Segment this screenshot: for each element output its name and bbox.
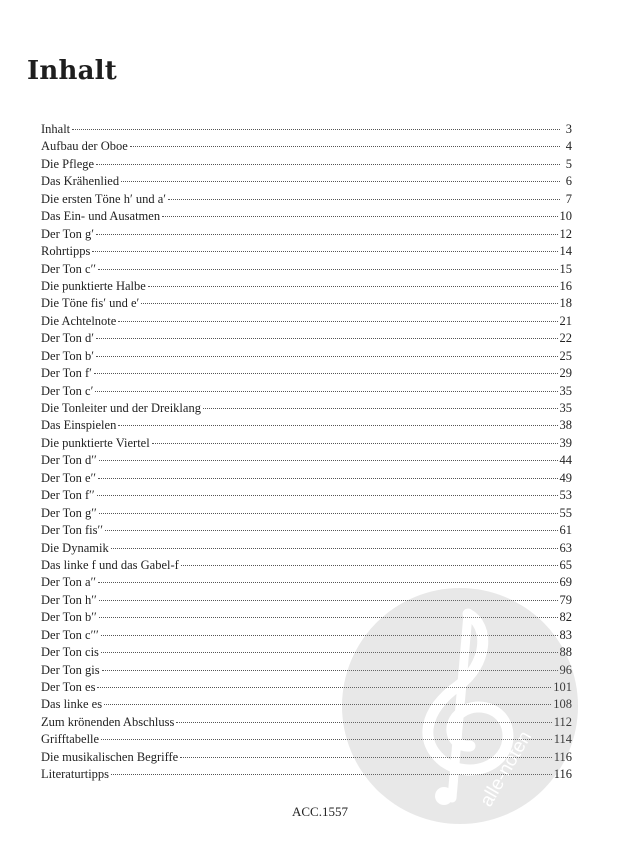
toc-entry-title: Die musikalischen Begriffe bbox=[41, 749, 179, 764]
toc-entry-title: Der Ton d′ bbox=[41, 331, 95, 346]
toc-entry-page: 35 bbox=[559, 383, 572, 398]
toc-dot-leader bbox=[98, 269, 557, 270]
toc-entry bbox=[41, 662, 572, 679]
toc-dot-leader bbox=[96, 356, 557, 357]
toc-entry bbox=[41, 400, 572, 417]
toc-entry bbox=[41, 313, 572, 330]
toc-dot-leader bbox=[95, 391, 557, 392]
toc-entry-page: 83 bbox=[559, 627, 572, 642]
toc-entry bbox=[41, 156, 572, 173]
toc-entry-title: Die Pflege bbox=[41, 156, 95, 171]
toc-entry-page: 101 bbox=[553, 680, 572, 694]
toc-entry bbox=[41, 278, 572, 295]
toc-entry-page: 25 bbox=[559, 348, 572, 363]
toc-entry-title: Der Ton g′′ bbox=[41, 505, 97, 520]
toc-entry bbox=[41, 714, 572, 731]
toc-entry-title: Das Einspielen bbox=[41, 418, 117, 433]
toc-dot-leader bbox=[162, 216, 557, 217]
toc-entry-page: 7 bbox=[565, 191, 572, 206]
toc-entry bbox=[41, 679, 572, 696]
toc-entry bbox=[41, 330, 572, 347]
toc-entry bbox=[41, 749, 572, 766]
toc-entry bbox=[41, 417, 572, 434]
toc-dot-leader bbox=[101, 635, 558, 636]
table-of-contents bbox=[41, 121, 572, 784]
toc-entry-title: Das linke f und das Gabel-f bbox=[41, 557, 179, 572]
toc-entry-page: 49 bbox=[559, 470, 572, 485]
toc-entry-page: 112 bbox=[553, 714, 572, 729]
toc-entry-page: 10 bbox=[559, 209, 572, 224]
toc-entry bbox=[41, 557, 572, 574]
toc-entry-page: 21 bbox=[559, 313, 572, 328]
toc-entry-page: 6 bbox=[565, 174, 572, 189]
toc-entry-title: Die Dynamik bbox=[41, 540, 109, 555]
toc-entry bbox=[41, 574, 572, 591]
toc-entry-page: 88 bbox=[559, 645, 572, 660]
toc-dot-leader bbox=[203, 408, 558, 409]
toc-entry-page: 114 bbox=[553, 732, 572, 747]
toc-entry-title: Die Töne fis′ und e′ bbox=[41, 296, 140, 311]
toc-entry-page: 53 bbox=[559, 488, 572, 503]
toc-entry-title: Der Ton a′′ bbox=[41, 575, 97, 590]
toc-entry-title: Die Achtelnote bbox=[41, 313, 117, 328]
toc-dot-leader bbox=[104, 704, 551, 705]
toc-dot-leader bbox=[180, 757, 551, 758]
toc-entry-page: 38 bbox=[559, 418, 572, 433]
toc-entry bbox=[41, 208, 572, 225]
toc-dot-leader bbox=[101, 652, 558, 653]
toc-dot-leader bbox=[148, 286, 558, 287]
toc-entry-title: Die punktierte Halbe bbox=[41, 278, 146, 293]
toc-entry-page: 108 bbox=[553, 697, 572, 712]
toc-dot-leader bbox=[92, 251, 557, 252]
toc-entry-title: Aufbau der Oboe bbox=[41, 139, 128, 154]
toc-entry bbox=[41, 121, 572, 138]
toc-entry bbox=[41, 592, 572, 609]
toc-entry-page: 39 bbox=[559, 435, 572, 450]
toc-dot-leader bbox=[111, 774, 552, 775]
toc-entry bbox=[41, 365, 572, 382]
toc-dot-leader bbox=[101, 739, 552, 740]
toc-entry-page: 4 bbox=[565, 139, 572, 154]
toc-entry-title: Inhalt bbox=[41, 122, 71, 136]
toc-entry bbox=[41, 505, 572, 522]
toc-dot-leader bbox=[121, 181, 560, 182]
toc-entry bbox=[41, 261, 572, 278]
toc-entry-title: Der Ton fis′′ bbox=[41, 523, 103, 538]
toc-entry-title: Die ersten Töne h′ und a′ bbox=[41, 191, 166, 206]
toc-entry-page: 96 bbox=[559, 662, 572, 677]
toc-entry bbox=[41, 470, 572, 487]
toc-entry-page: 35 bbox=[559, 401, 572, 415]
toc-entry-page: 29 bbox=[559, 366, 572, 381]
toc-entry-page: 82 bbox=[559, 610, 572, 625]
toc-entry bbox=[41, 766, 572, 783]
toc-dot-leader bbox=[99, 617, 558, 618]
toc-entry-title: Der Ton es bbox=[41, 680, 96, 694]
toc-entry bbox=[41, 295, 572, 312]
toc-entry-page: 116 bbox=[553, 749, 572, 764]
toc-entry bbox=[41, 487, 572, 504]
toc-entry bbox=[41, 627, 572, 644]
toc-entry-title: Das Krähenlied bbox=[41, 174, 120, 189]
toc-entry-page: 18 bbox=[559, 296, 572, 311]
toc-entry-page: 3 bbox=[565, 122, 572, 136]
toc-entry bbox=[41, 226, 572, 243]
toc-entry-page: 65 bbox=[559, 557, 572, 572]
toc-entry-page: 116 bbox=[553, 767, 572, 782]
toc-dot-leader bbox=[176, 722, 551, 723]
toc-entry bbox=[41, 731, 572, 748]
toc-dot-leader bbox=[96, 234, 557, 235]
toc-entry-page: 69 bbox=[559, 575, 572, 590]
toc-entry bbox=[41, 348, 572, 365]
toc-entry-page: 5 bbox=[565, 156, 572, 171]
toc-dot-leader bbox=[181, 565, 558, 566]
toc-dot-leader bbox=[96, 338, 557, 339]
toc-entry-title: Der Ton b′′ bbox=[41, 610, 97, 625]
toc-dot-leader bbox=[94, 373, 558, 374]
toc-dot-leader bbox=[99, 460, 558, 461]
toc-entry-title: Das Ein- und Ausatmen bbox=[41, 209, 161, 224]
toc-dot-leader bbox=[111, 548, 558, 549]
toc-entry-page: 44 bbox=[559, 453, 572, 468]
toc-entry bbox=[41, 540, 572, 557]
toc-entry-page: 22 bbox=[559, 331, 572, 346]
toc-entry-title: Der Ton c′′ bbox=[41, 261, 97, 276]
toc-entry-title: Der Ton e′′ bbox=[41, 470, 97, 485]
toc-dot-leader bbox=[99, 513, 558, 514]
toc-entry bbox=[41, 138, 572, 155]
toc-entry-title: Zum krönenden Abschluss bbox=[41, 714, 175, 729]
toc-entry-page: 12 bbox=[559, 226, 572, 241]
toc-entry-title: Der Ton c′ bbox=[41, 383, 94, 398]
toc-entry bbox=[41, 644, 572, 661]
toc-entry-page: 15 bbox=[559, 261, 572, 276]
toc-entry bbox=[41, 435, 572, 452]
toc-entry-title: Die Tonleiter und der Dreiklang bbox=[41, 401, 201, 415]
toc-dot-leader bbox=[141, 303, 557, 304]
toc-entry-page: 16 bbox=[559, 278, 572, 293]
toc-dot-leader bbox=[97, 495, 558, 496]
toc-entry-title: Der Ton gis bbox=[41, 662, 100, 677]
toc-dot-leader bbox=[168, 199, 560, 200]
toc-entry bbox=[41, 173, 572, 190]
watermark-text: alle-noten bbox=[476, 727, 537, 811]
toc-entry-title: Die punktierte Viertel bbox=[41, 435, 150, 450]
toc-entry bbox=[41, 383, 572, 400]
toc-dot-leader bbox=[130, 146, 560, 147]
toc-entry-title: Der Ton c′′′ bbox=[41, 627, 99, 642]
toc-entry-page: 79 bbox=[559, 592, 572, 607]
toc-entry-title: Der Ton f′′ bbox=[41, 488, 95, 503]
toc-entry-title: Der Ton cis bbox=[41, 645, 99, 660]
toc-dot-leader bbox=[118, 425, 557, 426]
page-title: Inhalt bbox=[27, 56, 117, 86]
toc-entry-title: Der Ton b′ bbox=[41, 348, 95, 363]
toc-entry-title: Rohrtipps bbox=[41, 244, 91, 259]
toc-dot-leader bbox=[72, 129, 560, 130]
toc-entry bbox=[41, 243, 572, 260]
toc-entry-title: Das linke es bbox=[41, 697, 103, 712]
toc-entry-title: Der Ton g′ bbox=[41, 226, 95, 241]
toc-entry-page: 63 bbox=[559, 540, 572, 555]
toc-entry bbox=[41, 522, 572, 539]
toc-dot-leader bbox=[118, 321, 557, 322]
toc-dot-leader bbox=[98, 582, 557, 583]
toc-entry bbox=[41, 191, 572, 208]
toc-entry-page: 61 bbox=[559, 523, 572, 538]
toc-dot-leader bbox=[102, 670, 558, 671]
toc-entry-title: Der Ton h′′ bbox=[41, 592, 97, 607]
toc-dot-leader bbox=[96, 164, 560, 165]
toc-dot-leader bbox=[98, 478, 557, 479]
toc-entry-title: Grifftabelle bbox=[41, 732, 100, 747]
toc-dot-leader bbox=[105, 530, 558, 531]
toc-entry-title: Literaturtipps bbox=[41, 767, 110, 782]
toc-dot-leader bbox=[152, 443, 558, 444]
toc-dot-leader bbox=[97, 687, 551, 688]
toc-entry-title: Der Ton d′′ bbox=[41, 453, 97, 468]
toc-entry bbox=[41, 452, 572, 469]
toc-entry-page: 55 bbox=[559, 505, 572, 520]
toc-entry bbox=[41, 609, 572, 626]
toc-entry-title: Der Ton f′ bbox=[41, 366, 92, 381]
toc-entry bbox=[41, 696, 572, 713]
footer-code: ACC.1557 bbox=[292, 804, 348, 819]
toc-entry-page: 14 bbox=[559, 244, 572, 259]
toc-dot-leader bbox=[99, 600, 558, 601]
